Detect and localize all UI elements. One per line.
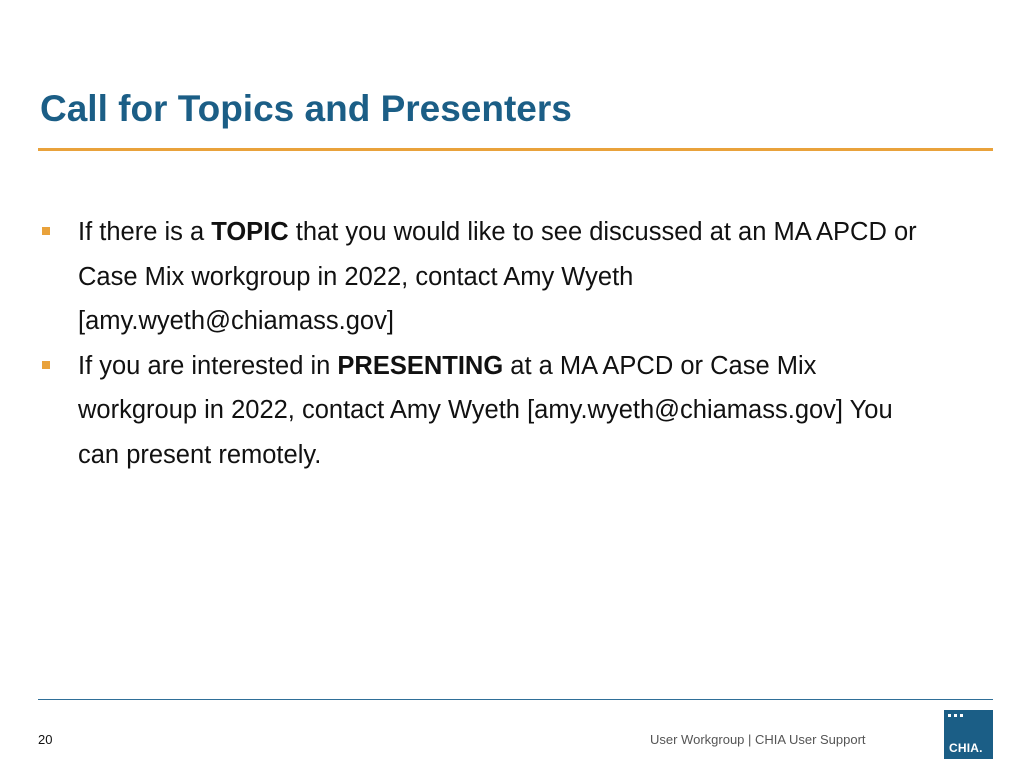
square-bullet-icon [42,361,50,369]
bullet-text-after: that you would like to see discussed at an MA APCD or Case Mix workgroup in 2022, contact Amy Wyeth [amy.wyeth@chiamass.gov] [78,218,917,335]
bullet-text-before: If there is a [78,218,212,246]
footer-divider [38,699,993,700]
bullet-text-bold: PRESENTING [337,351,504,380]
bullet-text-bold: TOPIC [211,218,289,246]
logo-text: CHIA. [949,741,983,755]
logo-dots-icon [948,714,963,717]
bullet-list [40,210,940,477]
footer-text: User Workgroup | CHIA User Support [650,732,866,747]
square-bullet-icon [42,227,50,235]
bullet-text-after: at a MA APCD or Case Mix workgroup in 2022, contact Amy Wyeth [amy.wyeth@chiamass.gov] You can present remotely. [78,351,893,469]
bullet-item-topic [40,210,940,344]
bullet-text-before: If you are interested in [78,351,338,380]
title-divider [38,148,993,151]
bullet-item-presenting [40,344,940,478]
page-number: 20 [38,732,53,747]
slide-title: Call for Topics and Presenters [40,88,572,129]
chia-logo [944,710,993,759]
